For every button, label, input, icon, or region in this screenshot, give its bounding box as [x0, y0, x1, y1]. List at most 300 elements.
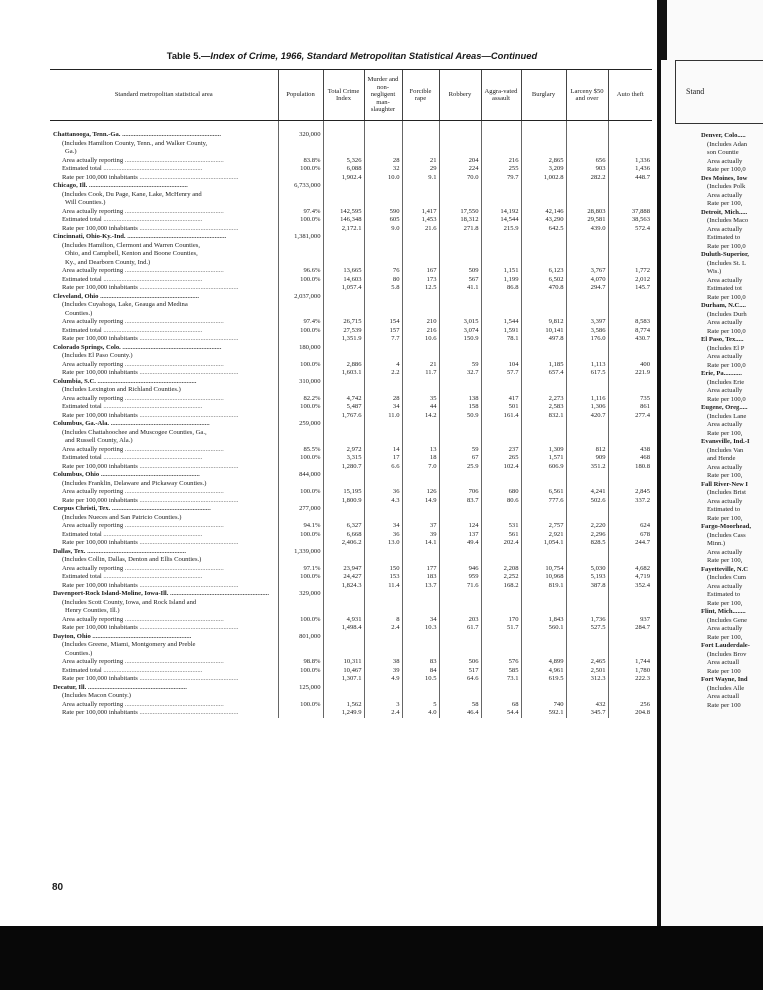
cell-pop: 100.0% — [278, 276, 323, 285]
cell-larceny: 294.7 — [566, 284, 608, 293]
cell-robbery: 203 — [439, 616, 481, 625]
cell-larceny: 312.3 — [566, 675, 608, 684]
cell-larceny: 3,397 — [566, 318, 608, 327]
cell-pop — [278, 539, 323, 548]
cell-larceny: 2,220 — [566, 522, 608, 531]
cell-rape — [402, 191, 439, 200]
cell-murder: 154 — [364, 318, 402, 327]
cell-murder — [364, 548, 402, 557]
adjacent-line: Estimated tot — [707, 285, 742, 292]
cell-larceny — [566, 378, 608, 387]
cell-pop — [278, 650, 323, 659]
cell-assault — [481, 607, 521, 616]
adjacent-line: Rate per 100,0 — [707, 327, 746, 335]
cell-murder — [364, 471, 402, 480]
area-row — [50, 684, 652, 693]
table-row — [50, 267, 652, 276]
cell-burglary — [521, 352, 566, 361]
cell-larceny: 1,116 — [566, 395, 608, 404]
cell-robbery: 83.7 — [439, 497, 481, 506]
cell-rape: 39 — [402, 531, 439, 540]
cell-total — [323, 352, 364, 361]
cell-auto — [608, 140, 652, 149]
cell-total — [323, 293, 364, 302]
cell-assault: 1,151 — [481, 267, 521, 276]
cell-auto: 8,774 — [608, 327, 652, 336]
cell-assault: 80.6 — [481, 497, 521, 506]
area-name: Colorado Springs, Colo. ..... — [50, 344, 278, 353]
col-burglary-header: Burglary — [521, 70, 566, 121]
cell-assault — [481, 378, 521, 387]
cell-larceny: 1,306 — [566, 403, 608, 412]
cell-rape: 173 — [402, 276, 439, 285]
cell-assault — [481, 148, 521, 157]
cell-total: 27,539 — [323, 327, 364, 336]
cell-auto — [608, 633, 652, 642]
cell-murder — [364, 480, 402, 489]
cell-total — [323, 301, 364, 310]
cell-pop — [278, 582, 323, 591]
cell-pop: 100.0% — [278, 327, 323, 336]
cell-murder: 11.4 — [364, 582, 402, 591]
row-label: Area actually reporting ..... — [50, 318, 278, 327]
cell-burglary — [521, 259, 566, 268]
cell-pop — [278, 352, 323, 361]
cell-assault — [481, 182, 521, 191]
cell-total — [323, 199, 364, 208]
cell-burglary — [521, 191, 566, 200]
adjacent-line: Rate per 100 — [707, 701, 741, 709]
cell-rape: 1,453 — [402, 216, 439, 225]
cell-larceny: 5,030 — [566, 565, 608, 574]
adjacent-line: Rate per 100,0 — [707, 361, 746, 369]
table-row — [50, 165, 652, 174]
cell-larceny: 656 — [566, 157, 608, 166]
cell-assault — [481, 344, 521, 353]
cell-auto — [608, 301, 652, 310]
cell-larceny — [566, 429, 608, 438]
cell-rape: 167 — [402, 267, 439, 276]
cell-assault — [481, 310, 521, 319]
adjacent-line: Area actually — [707, 157, 743, 165]
cell-burglary: 2,865 — [521, 157, 566, 166]
cell-robbery: 204 — [439, 157, 481, 166]
cell-rape — [402, 121, 439, 140]
cell-robbery — [439, 692, 481, 701]
note-row — [50, 250, 652, 259]
cell-auto: 448.7 — [608, 174, 652, 183]
cell-rape — [402, 429, 439, 438]
adjacent-line: (Includes Durh — [707, 310, 747, 318]
adjacent-line: (Includes Cum — [707, 574, 747, 581]
cell-robbery — [439, 310, 481, 319]
cell-robbery: 3,074 — [439, 327, 481, 336]
area-row — [50, 590, 652, 599]
cell-rape: 84 — [402, 667, 439, 676]
cell-pop — [278, 140, 323, 149]
cell-rape — [402, 437, 439, 446]
cell-pop: 801,000 — [278, 633, 323, 642]
cell-auto: 221.9 — [608, 369, 652, 378]
cell-robbery: 71.6 — [439, 582, 481, 591]
cell-total — [323, 480, 364, 489]
cell-murder: 2.4 — [364, 709, 402, 718]
row-label: Will Counties.) — [65, 199, 106, 206]
cell-auto: 1,436 — [608, 165, 652, 174]
cell-murder — [364, 259, 402, 268]
cell-auto — [608, 386, 652, 395]
area-name: Dayton, Ohio ..... — [50, 633, 278, 642]
col-auto-header: Auto theft — [608, 70, 652, 121]
area-name: Cleveland, Ohio ..... — [50, 293, 278, 302]
cell-rape: 126 — [402, 488, 439, 497]
adjacent-line: Area actually — [707, 387, 743, 394]
cell-robbery: 706 — [439, 488, 481, 497]
cell-robbery: 64.6 — [439, 675, 481, 684]
cell-burglary — [521, 386, 566, 395]
cell-total — [323, 310, 364, 319]
table-row — [50, 276, 652, 285]
cell-burglary: 10,968 — [521, 573, 566, 582]
cell-murder — [364, 505, 402, 514]
cell-auto: 145.7 — [608, 284, 652, 293]
cell-assault: 1,591 — [481, 327, 521, 336]
cell-robbery — [439, 250, 481, 259]
adjacent-line: Rate per 100,0 — [707, 293, 746, 301]
cell-pop: 100.0% — [278, 531, 323, 540]
row-label: Area actually reporting ..... — [50, 522, 278, 531]
cell-assault: 237 — [481, 446, 521, 455]
cell-total: 13,665 — [323, 267, 364, 276]
row-label: Rate per 100,000 inhabitants ..... — [50, 369, 278, 378]
adjacent-line: Rate per 100, — [707, 200, 743, 207]
cell-murder: 157 — [364, 327, 402, 336]
cell-burglary: 9,812 — [521, 318, 566, 327]
table-row — [50, 225, 652, 234]
cell-larceny — [566, 140, 608, 149]
table-row — [50, 208, 652, 217]
col-assault-header: Aggra-vated assault — [481, 70, 521, 121]
cell-pop: 82.2% — [278, 395, 323, 404]
cell-assault — [481, 250, 521, 259]
cell-total: 1,824.3 — [323, 582, 364, 591]
cell-pop — [278, 599, 323, 608]
cell-auto: 678 — [608, 531, 652, 540]
cell-rape: 216 — [402, 327, 439, 336]
cell-rape: 4.0 — [402, 709, 439, 718]
cell-larceny — [566, 641, 608, 650]
cell-larceny — [566, 310, 608, 319]
cell-total: 6,668 — [323, 531, 364, 540]
cell-total — [323, 650, 364, 659]
cell-total — [323, 607, 364, 616]
cell-murder — [364, 650, 402, 659]
adjacent-line: Des Moines, Iow — [701, 174, 748, 182]
cell-auto — [608, 378, 652, 387]
cell-robbery: 946 — [439, 565, 481, 574]
cell-larceny: 2,296 — [566, 531, 608, 540]
cell-larceny — [566, 607, 608, 616]
cell-rape: 35 — [402, 395, 439, 404]
cell-murder: 17 — [364, 454, 402, 463]
cell-burglary — [521, 310, 566, 319]
cell-rape: 5 — [402, 701, 439, 710]
cell-assault — [481, 650, 521, 659]
cell-murder: 590 — [364, 208, 402, 217]
table-row — [50, 658, 652, 667]
cell-total: 10,467 — [323, 667, 364, 676]
adjacent-line: (Includes Lane — [707, 412, 747, 420]
cell-auto — [608, 471, 652, 480]
area-row — [50, 293, 652, 302]
cell-burglary — [521, 505, 566, 514]
adjacent-line: (Includes Gene — [707, 616, 748, 624]
cell-auto — [608, 344, 652, 353]
row-label: (Includes Nueces and San Patricio Counties.) — [62, 513, 182, 521]
cell-assault: 161.4 — [481, 412, 521, 421]
cell-rape — [402, 548, 439, 557]
adjacent-line: Rate per 100, — [707, 633, 743, 641]
table-row — [50, 573, 652, 582]
cell-rape: 11.7 — [402, 369, 439, 378]
adjacent-line: Rate per 100, — [707, 472, 743, 479]
cell-assault — [481, 259, 521, 268]
row-label: Estimated total ..... — [50, 276, 278, 285]
cell-burglary: 657.4 — [521, 369, 566, 378]
cell-murder — [364, 633, 402, 642]
cell-robbery: 509 — [439, 267, 481, 276]
adjacent-line: Minn.) — [707, 540, 726, 547]
table-row — [50, 709, 652, 718]
cell-total — [323, 590, 364, 599]
cell-larceny — [566, 148, 608, 157]
note-row — [50, 599, 652, 608]
cell-murder: 36 — [364, 488, 402, 497]
cell-pop: 259,000 — [278, 420, 323, 429]
cell-auto — [608, 191, 652, 200]
cell-burglary — [521, 344, 566, 353]
cell-pop — [278, 641, 323, 650]
cell-burglary — [521, 514, 566, 523]
cell-assault — [481, 480, 521, 489]
cell-pop: 97.4% — [278, 208, 323, 217]
cell-assault: 73.1 — [481, 675, 521, 684]
cell-auto — [608, 199, 652, 208]
cell-robbery: 150.9 — [439, 335, 481, 344]
cell-larceny: 4,070 — [566, 276, 608, 285]
row-label: Area actually reporting ..... — [50, 361, 278, 370]
cell-larceny: 1,736 — [566, 616, 608, 625]
cell-robbery — [439, 352, 481, 361]
cell-pop: 277,000 — [278, 505, 323, 514]
cell-pop: 310,000 — [278, 378, 323, 387]
cell-assault: 215.9 — [481, 225, 521, 234]
cell-murder — [364, 607, 402, 616]
cell-total: 15,195 — [323, 488, 364, 497]
adjacent-line: son Countie — [707, 149, 739, 156]
table-row — [50, 463, 652, 472]
cell-burglary — [521, 480, 566, 489]
cell-pop — [278, 514, 323, 523]
cell-assault: 585 — [481, 667, 521, 676]
cell-assault — [481, 437, 521, 446]
adjacent-line: Durham, N.C.... — [701, 302, 746, 309]
cell-total — [323, 420, 364, 429]
cell-larceny: 2,465 — [566, 658, 608, 667]
cell-burglary: 1,571 — [521, 454, 566, 463]
adjacent-line: (Includes Maco — [707, 217, 749, 224]
cell-total — [323, 633, 364, 642]
cell-murder: 38 — [364, 658, 402, 667]
adjacent-line: Erie, Pa........... — [701, 370, 742, 377]
cell-rape: 44 — [402, 403, 439, 412]
row-label: (Includes Lexington and Richland Counties.) — [62, 386, 181, 393]
row-label: Area actually reporting ..... — [50, 157, 278, 166]
cell-pop — [278, 174, 323, 183]
cell-murder: 36 — [364, 531, 402, 540]
note-row — [50, 310, 652, 319]
cell-rape: 83 — [402, 658, 439, 667]
cell-assault — [481, 140, 521, 149]
cell-rape — [402, 556, 439, 565]
cell-auto: 1,744 — [608, 658, 652, 667]
cell-robbery: 18,312 — [439, 216, 481, 225]
cell-robbery: 32.7 — [439, 369, 481, 378]
cell-burglary — [521, 429, 566, 438]
adjacent-line: (Includes Erie — [707, 378, 745, 386]
cell-total: 5,487 — [323, 403, 364, 412]
cell-assault: 2,252 — [481, 573, 521, 582]
cell-burglary: 10,141 — [521, 327, 566, 336]
cell-burglary: 6,561 — [521, 488, 566, 497]
cell-total: 1,562 — [323, 701, 364, 710]
cell-assault: 68 — [481, 701, 521, 710]
area-row — [50, 378, 652, 387]
row-label: Area actually reporting ..... — [50, 488, 278, 497]
cell-auto: 1,780 — [608, 667, 652, 676]
row-label: Rate per 100,000 inhabitants ..... — [50, 624, 278, 633]
cell-murder — [364, 684, 402, 693]
cell-rape — [402, 607, 439, 616]
cell-rape — [402, 599, 439, 608]
cell-assault — [481, 121, 521, 140]
note-row — [50, 556, 652, 565]
cell-robbery: 271.8 — [439, 225, 481, 234]
row-label: Ga.) — [65, 148, 77, 155]
note-row — [50, 692, 652, 701]
cell-larceny: 903 — [566, 165, 608, 174]
cell-murder: 3 — [364, 701, 402, 710]
cell-burglary — [521, 633, 566, 642]
cell-pop — [278, 259, 323, 268]
cell-total — [323, 556, 364, 565]
cell-burglary: 2,921 — [521, 531, 566, 540]
cell-murder: 10.0 — [364, 174, 402, 183]
cell-murder: 11.0 — [364, 412, 402, 421]
cell-murder — [364, 301, 402, 310]
cell-robbery — [439, 429, 481, 438]
cell-rape: 210 — [402, 318, 439, 327]
cell-robbery: 517 — [439, 667, 481, 676]
col-murder-header: Murder and non-negligent man-slaughter — [364, 70, 402, 121]
row-label: Rate per 100,000 inhabitants ..... — [50, 463, 278, 472]
cell-burglary: 1,309 — [521, 446, 566, 455]
cell-robbery — [439, 242, 481, 251]
row-label: Estimated total ..... — [50, 165, 278, 174]
cell-murder: 32 — [364, 165, 402, 174]
cell-auto — [608, 429, 652, 438]
cell-rape: 37 — [402, 522, 439, 531]
cell-auto: 4,682 — [608, 565, 652, 574]
cell-burglary: 740 — [521, 701, 566, 710]
cell-burglary: 470.8 — [521, 284, 566, 293]
cell-larceny — [566, 599, 608, 608]
table-row — [50, 675, 652, 684]
note-row — [50, 242, 652, 251]
cell-burglary — [521, 650, 566, 659]
row-label: Estimated total ..... — [50, 573, 278, 582]
cell-murder: 34 — [364, 403, 402, 412]
cell-burglary: 43,290 — [521, 216, 566, 225]
cell-auto: 204.8 — [608, 709, 652, 718]
cell-murder — [364, 386, 402, 395]
cell-rape: 14.9 — [402, 497, 439, 506]
cell-robbery — [439, 191, 481, 200]
cell-assault: 57.7 — [481, 369, 521, 378]
adjacent-line: Area actually — [707, 463, 743, 471]
cell-larceny: 502.6 — [566, 497, 608, 506]
table-row — [50, 361, 652, 370]
row-label: Henry Counties, Ill.) — [65, 607, 120, 614]
adjacent-line: Area actually — [707, 421, 743, 428]
cell-murder: 14 — [364, 446, 402, 455]
cell-auto: 8,583 — [608, 318, 652, 327]
cell-total: 1,800.9 — [323, 497, 364, 506]
adjacent-line: Rate per 100,0 — [707, 242, 746, 250]
adjacent-line: Rate per 100,0 — [707, 166, 746, 173]
row-label: Estimated total ..... — [50, 667, 278, 676]
cell-total: 1,307.1 — [323, 675, 364, 684]
cell-total: 142,595 — [323, 208, 364, 217]
cell-murder — [364, 352, 402, 361]
cell-assault — [481, 590, 521, 599]
cell-murder — [364, 310, 402, 319]
area-name: Dallas, Tex. ..... — [50, 548, 278, 557]
cell-robbery — [439, 590, 481, 599]
adjacent-line: Wis.) — [707, 268, 722, 275]
cell-assault: 104 — [481, 361, 521, 370]
area-name: Chattanooga, Tenn.-Ga. ..... — [50, 121, 278, 140]
cell-burglary — [521, 437, 566, 446]
area-name: Chicago, Ill. ..... — [50, 182, 278, 191]
cell-total — [323, 692, 364, 701]
cell-robbery: 49.4 — [439, 539, 481, 548]
cell-auto: 861 — [608, 403, 652, 412]
adjacent-line: Rate per 100,0 — [707, 395, 746, 403]
cell-pop: 329,000 — [278, 590, 323, 599]
cell-rape: 29 — [402, 165, 439, 174]
row-label: Rate per 100,000 inhabitants ..... — [50, 335, 278, 344]
cell-rape: 21.6 — [402, 225, 439, 234]
cell-auto — [608, 182, 652, 191]
cell-rape: 21 — [402, 157, 439, 166]
cell-assault: 86.8 — [481, 284, 521, 293]
table-row — [50, 327, 652, 336]
cell-robbery — [439, 293, 481, 302]
row-label: Rate per 100,000 inhabitants ..... — [50, 284, 278, 293]
cell-murder: 4.9 — [364, 675, 402, 684]
crime-index-table — [50, 69, 652, 718]
